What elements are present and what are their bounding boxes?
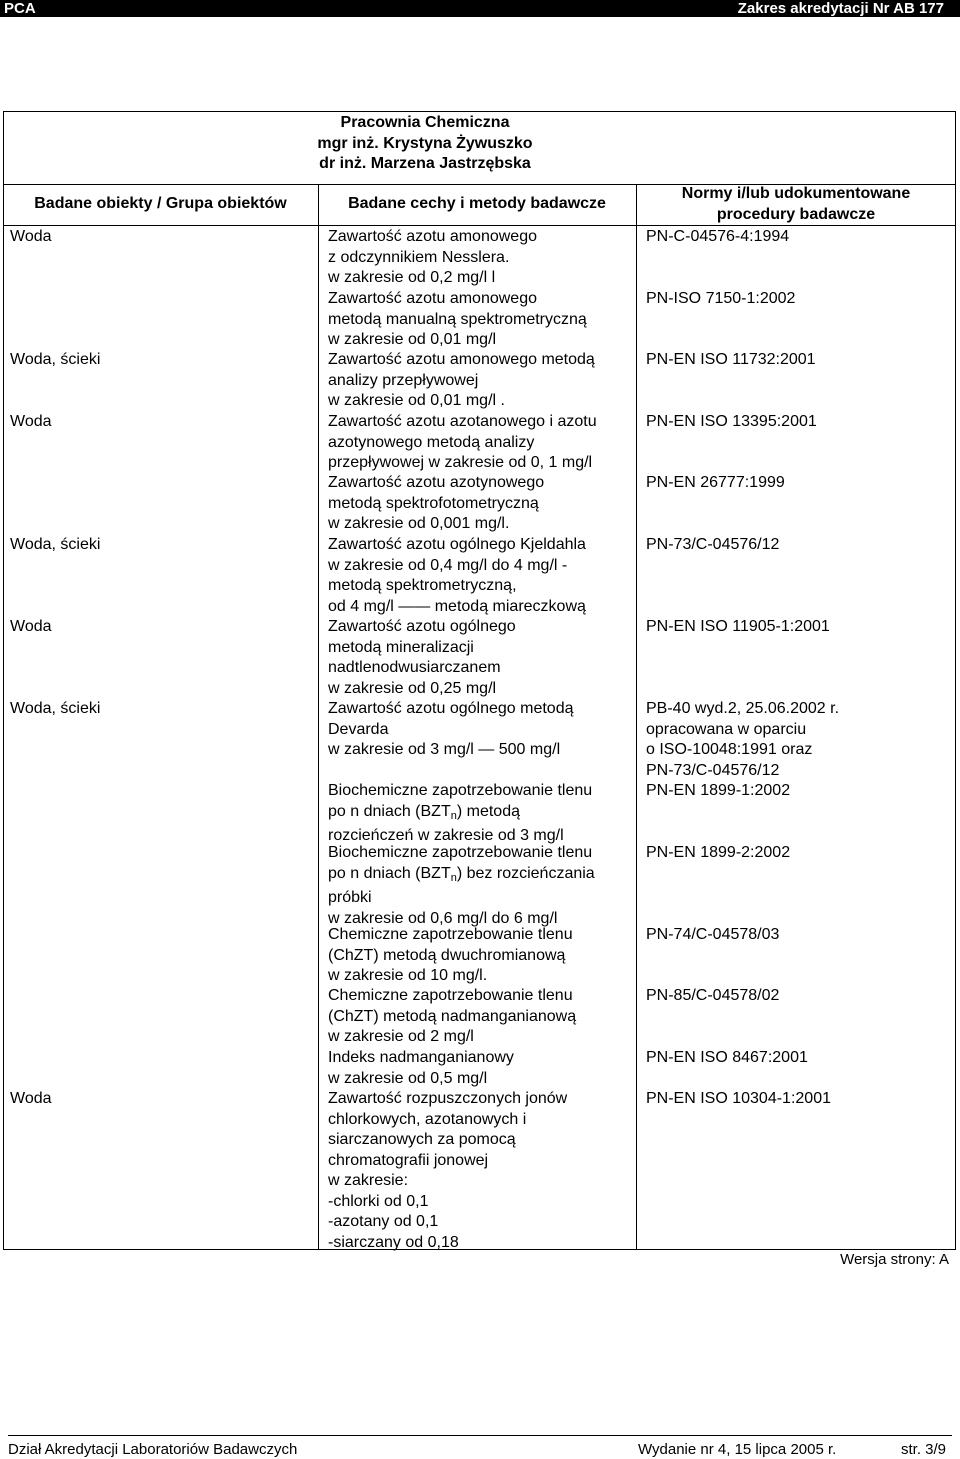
method-line-part: po n dniach (BZT <box>328 864 451 882</box>
method-line: Zawartość azotu azotanowego i azotu <box>328 413 597 430</box>
range-dash: — <box>478 741 495 758</box>
norm-cell: PN-EN 1899-1:2002 <box>646 782 791 799</box>
method-line: metodą spektrofotometryczną <box>328 494 539 512</box>
header-right: Zakres akredytacji Nr AB 177 <box>737 0 944 17</box>
method-line: w zakresie od 0,25 mg/l <box>328 679 497 697</box>
method-line: chlorkowych, azotanowych i <box>328 1110 527 1128</box>
norm-cell: PN-EN ISO 13395:2001 <box>646 413 817 430</box>
method-line: (ChZT) metodą nadmanganianową <box>328 1007 577 1025</box>
norm-line: opracowana w oparciu <box>646 720 807 738</box>
method-line: nadtlenodwusiarczanem <box>328 659 501 676</box>
norm-cell: PN-85/C-04578/02 <box>646 987 780 1004</box>
norm-cell: PN-EN 26777:1999 <box>646 474 785 491</box>
method-line: w zakresie: <box>328 1172 409 1189</box>
method-line <box>328 740 573 761</box>
object-cell: Woda <box>10 413 52 430</box>
norm-cell: PN-EN ISO 11905-1:2001 <box>646 618 830 635</box>
norm-cell: PN-74/C-04578/03 <box>646 926 780 943</box>
method-line: azotynowego metodą analizy <box>328 433 535 451</box>
method-line: Indeks nadmanganianowy <box>328 1049 514 1066</box>
norm-line: PN-73/C-04576/12 <box>646 761 780 779</box>
col-header-norms-line2: procedury badawcze <box>716 205 876 223</box>
method-line: w zakresie od 0,5 mg/l <box>328 1069 488 1087</box>
header-left: PCA <box>4 0 36 17</box>
method-line: Biochemiczne zapotrzebowanie tlenu <box>328 844 593 861</box>
lab-person-2: dr inż. Marzena Jastrzębska <box>319 155 531 172</box>
page-version: Wersja strony: A <box>840 1251 949 1268</box>
norm-line: PB-40 wyd.2, 25.06.2002 r. <box>646 700 840 717</box>
method-line: Zawartość azotu amonowego <box>328 228 537 245</box>
method-line: analizy przepływowej <box>328 371 479 389</box>
col-header-norms <box>636 184 956 225</box>
lab-name: Pracownia Chemiczna <box>340 114 510 131</box>
norm-cell: PN-EN 1899-2:2002 <box>646 844 791 861</box>
method-line-part: 500 mg/l <box>498 741 561 758</box>
method-cell <box>328 289 587 351</box>
method-line: -azotany od 0,1 <box>328 1213 439 1230</box>
method-line: Zawartość azotu amonowego metodą <box>328 351 595 368</box>
method-line: Chemiczne zapotrzebowanie tlenu <box>328 987 573 1004</box>
method-line: Biochemiczne zapotrzebowanie tlenu <box>328 782 593 799</box>
norm-cell: PN-EN ISO 8467:2001 <box>646 1049 808 1066</box>
method-line: Zawartość azotu amonowego <box>328 290 537 307</box>
method-line: w zakresie od 0,01 mg/l <box>328 331 497 348</box>
method-line: Devarda <box>328 720 389 738</box>
method-line: metodą spektrometryczną, <box>328 577 517 594</box>
method-line: rozcieńczeń w zakresie od 3 mg/l <box>328 827 564 844</box>
footer-edition: Wydanie nr 4, 15 lipca 2005 r. <box>638 1441 837 1458</box>
method-line: metodą manualną spektrometryczną <box>328 310 587 328</box>
method-line: w zakresie od 0,01 mg/l . <box>328 392 505 409</box>
norm-cell <box>646 699 839 781</box>
method-cell <box>328 843 595 929</box>
col-header-norms-line1: Normy i/lub udokumentowane <box>681 185 911 202</box>
method-line <box>328 864 595 889</box>
method-cell <box>328 412 597 474</box>
method-cell <box>328 699 573 761</box>
method-line: Zawartość azotu ogólnego <box>328 618 516 635</box>
method-line <box>328 802 592 827</box>
method-line: w zakresie od 0,001 mg/l. <box>328 515 510 532</box>
lab-person-1: mgr inż. Krystyna Żywuszko <box>317 134 533 152</box>
method-cell <box>328 473 544 535</box>
method-line-part: od 4 mg/l <box>328 597 394 615</box>
method-cell <box>328 781 592 847</box>
col-header-methods: Badane cechy i metody badawcze <box>348 195 606 212</box>
top-header-bar <box>0 0 960 17</box>
method-cell <box>328 617 516 699</box>
norm-cell: PN-73/C-04576/12 <box>646 536 780 553</box>
lab-block <box>225 113 625 175</box>
subscript: n <box>450 809 457 822</box>
method-line: w zakresie od 0,6 mg/l do 6 mg/l <box>328 909 558 927</box>
method-line-part: w zakresie od 3 mg/l <box>328 741 474 758</box>
subscript: n <box>450 871 457 884</box>
col-divider-1 <box>318 185 319 1250</box>
method-line: -chlorki od 0,1 <box>328 1192 429 1210</box>
method-line-part: ) bez rozcieńczania <box>456 864 595 882</box>
method-cell <box>328 1089 567 1253</box>
col-header-objects: Badane obiekty / Grupa obiektów <box>34 195 287 212</box>
object-cell: Woda, ścieki <box>10 536 101 553</box>
method-line-part: po n dniach (BZT <box>328 802 451 820</box>
row-divider-header <box>3 225 956 226</box>
method-line: Zawartość rozpuszczonych jonów <box>328 1090 568 1107</box>
method-line: (ChZT) metodą dwuchromianową <box>328 946 566 964</box>
norm-cell: PN-ISO 7150-1:2002 <box>646 290 796 307</box>
method-line: chromatografii jonowej <box>328 1151 489 1169</box>
dash-underline: —— <box>398 597 431 615</box>
method-line: w zakresie od 0,4 mg/l do 4 mg/l - <box>328 556 568 574</box>
object-cell: Woda, ścieki <box>10 351 101 368</box>
object-cell: Woda <box>10 1090 52 1107</box>
method-line <box>328 597 586 618</box>
method-line: Zawartość azotu azotynowego <box>328 474 545 491</box>
method-line: w zakresie od 10 mg/l. <box>328 967 488 984</box>
object-cell: Woda <box>10 618 52 635</box>
norm-cell: PN-C-04576-4:1994 <box>646 228 790 245</box>
method-line: w zakresie od 0,2 mg/l l <box>328 269 496 286</box>
method-line: Chemiczne zapotrzebowanie tlenu <box>328 926 573 943</box>
method-line: -siarczany od 0,18 <box>328 1233 459 1251</box>
norm-cell: PN-EN ISO 10304-1:2001 <box>646 1090 831 1107</box>
footer-page-number: str. 3/9 <box>901 1441 947 1458</box>
method-line: przepływowej w zakresie od 0, 1 mg/l <box>328 454 593 471</box>
method-line: Zawartość azotu ogólnego metodą <box>328 700 574 717</box>
method-line-part: ) metodą <box>456 802 520 820</box>
object-cell: Woda, ścieki <box>10 700 101 717</box>
object-cell: Woda <box>10 228 52 245</box>
norm-line: o ISO-10048:1991 oraz <box>646 741 813 758</box>
method-line: próbki <box>328 889 372 906</box>
method-line: z odczynnikiem Nesslera. <box>328 248 510 266</box>
method-line-part: metodą miareczkową <box>434 597 586 615</box>
method-cell <box>328 350 595 412</box>
norm-cell: PN-EN ISO 11732:2001 <box>646 351 816 368</box>
footer-department: Dział Akredytacji Laboratoriów Badawczych <box>8 1441 298 1458</box>
method-cell <box>328 1048 514 1089</box>
method-line: siarczanowych za pomocą <box>328 1131 516 1148</box>
method-cell <box>328 535 586 617</box>
method-line: metodą mineralizacji <box>328 638 474 656</box>
method-line: Zawartość azotu ogólnego Kjeldahla <box>328 536 586 553</box>
method-cell <box>328 986 576 1048</box>
method-line: w zakresie od 2 mg/l <box>328 1028 474 1045</box>
footer-divider <box>8 1435 952 1436</box>
col-divider-2 <box>636 185 637 1250</box>
method-cell <box>328 227 537 289</box>
method-cell <box>328 925 573 987</box>
